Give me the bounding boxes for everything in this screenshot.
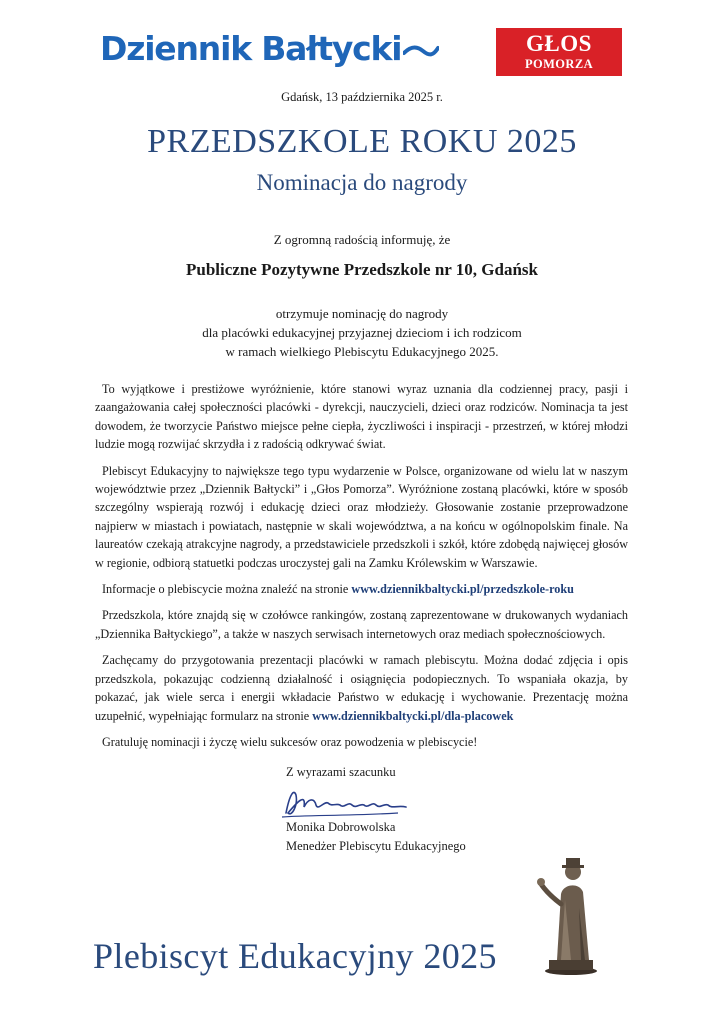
glos-pomorza-logo <box>496 28 622 76</box>
dziennik-baltycki-logo-text: Dziennik Bałtycki <box>100 28 402 68</box>
paragraph-5 <box>95 651 628 725</box>
dziennik-baltycki-logo <box>100 28 439 68</box>
footer-title: Plebiscyt Edukacyjny 2025 <box>93 936 497 976</box>
nominee-name: Publiczne Pozytywne Przedszkole nr 10, Gdańsk <box>186 260 538 279</box>
paragraph-5-text: Zachęcamy do przygotowania prezentacji placówki w ramach plebiscytu. Można dodać zdjęcia i opis przedszkola, pokazując codzienną działalność i osiągnięcia podopiecznych. To wspaniała okazja, by pokazać, jak wiele serca i energii wkładacie Państwo w edukację i wychowanie. Prezentację można uzupełnić, wypełniając formularz na stronie <box>95 653 628 723</box>
signer-role: Menedżer Plebiscytu Edukacyjnego <box>286 839 466 853</box>
paragraph-4: Przedszkola, które znajdą się w czołówce rankingów, zostaną zaprezentowane w drukowanych wydaniach „Dziennika Bałtyckiego”, a także w naszych serwisach internetowych oraz mediach społecznościowych. <box>95 608 628 641</box>
paragraph-6: Gratuluję nominacji i życzę wielu sukcesów oraz powodzenia w plebiscycie! <box>102 734 478 749</box>
statuette-image <box>535 848 611 976</box>
paragraph-3-text: Informacje o plebiscycie można znaleźć na stronie <box>102 582 352 597</box>
award-line: w ramach wielkiego Plebiscytu Edukacyjnego 2025. <box>225 344 499 359</box>
closing-phrase: Z wyrazami szacunku <box>286 765 396 779</box>
glos-logo-top: GŁOS <box>526 31 592 56</box>
handwritten-signature <box>278 783 428 823</box>
award-line: otrzymuje nominację do nagrody <box>275 306 449 321</box>
intro-line: Z ogromną radością informuję, że <box>273 232 451 247</box>
letter-body <box>95 380 628 759</box>
signer-name: Monika Dobrowolska <box>286 820 396 834</box>
paragraph-1: To wyjątkowe i prestiżowe wyróżnienie, które stanowi wyraz uznania dla codziennej pracy, pasji i zaangażowania całej społeczności placówki - dyrekcji, nauczycieli, dzieci oraz rodziców. Nominacja ta jest dowodem, że tworzycie Państwo miejsce pełne ciepła, życzliwości i inspiracji - przestrzeń, w której młodzi ludzie mogą rozwijać skrzydła i z radością odkrywać świat. <box>95 382 628 452</box>
award-line: dla placówki edukacyjnej przyjaznej dzieciom i ich rodzicom <box>202 325 522 340</box>
przedszkole-roku-link[interactable]: www.dziennikbaltycki.pl/przedszkole-roku <box>351 582 574 597</box>
dla-placowek-link[interactable]: www.dziennikbaltycki.pl/dla-placowek <box>312 708 514 723</box>
glos-logo-bottom: POMORZA <box>524 57 594 71</box>
letter-date: Gdańsk, 13 października 2025 r. <box>281 90 443 104</box>
paragraph-3 <box>95 580 628 598</box>
paragraph-2: Plebiscyt Edukacyjny to największe tego typu wydarzenie w Polsce, organizowane od wielu lat w naszym województwie przez „Dziennik Bałtycki” i „Głos Pomorza”. Wyróżnione zostaną placówki, które w sposób szczególny wspierają rozwój i edukację dzieci oraz młodzieży. Głosowanie zostanie przeprowadzone najpierw w miastach i powiatach, następnie w skali województwa, a na końcu w ogólnopolskim finale. Na laureatów czekają atrakcyjne nagrody, a przedstawiciele przedszkoli i szkół, które zdobędą najwięcej głosów w regionie, odbiorą statuetki podczas uroczystej gali na Zamku Królewskim w Warszawie. <box>95 463 628 570</box>
award-description <box>0 304 724 361</box>
page-title: PRZEDSZKOLE ROKU 2025 <box>147 123 577 160</box>
signer-block <box>286 818 466 856</box>
wave-icon <box>403 44 439 58</box>
page-subtitle: Nominacja do nagrody <box>256 170 468 195</box>
